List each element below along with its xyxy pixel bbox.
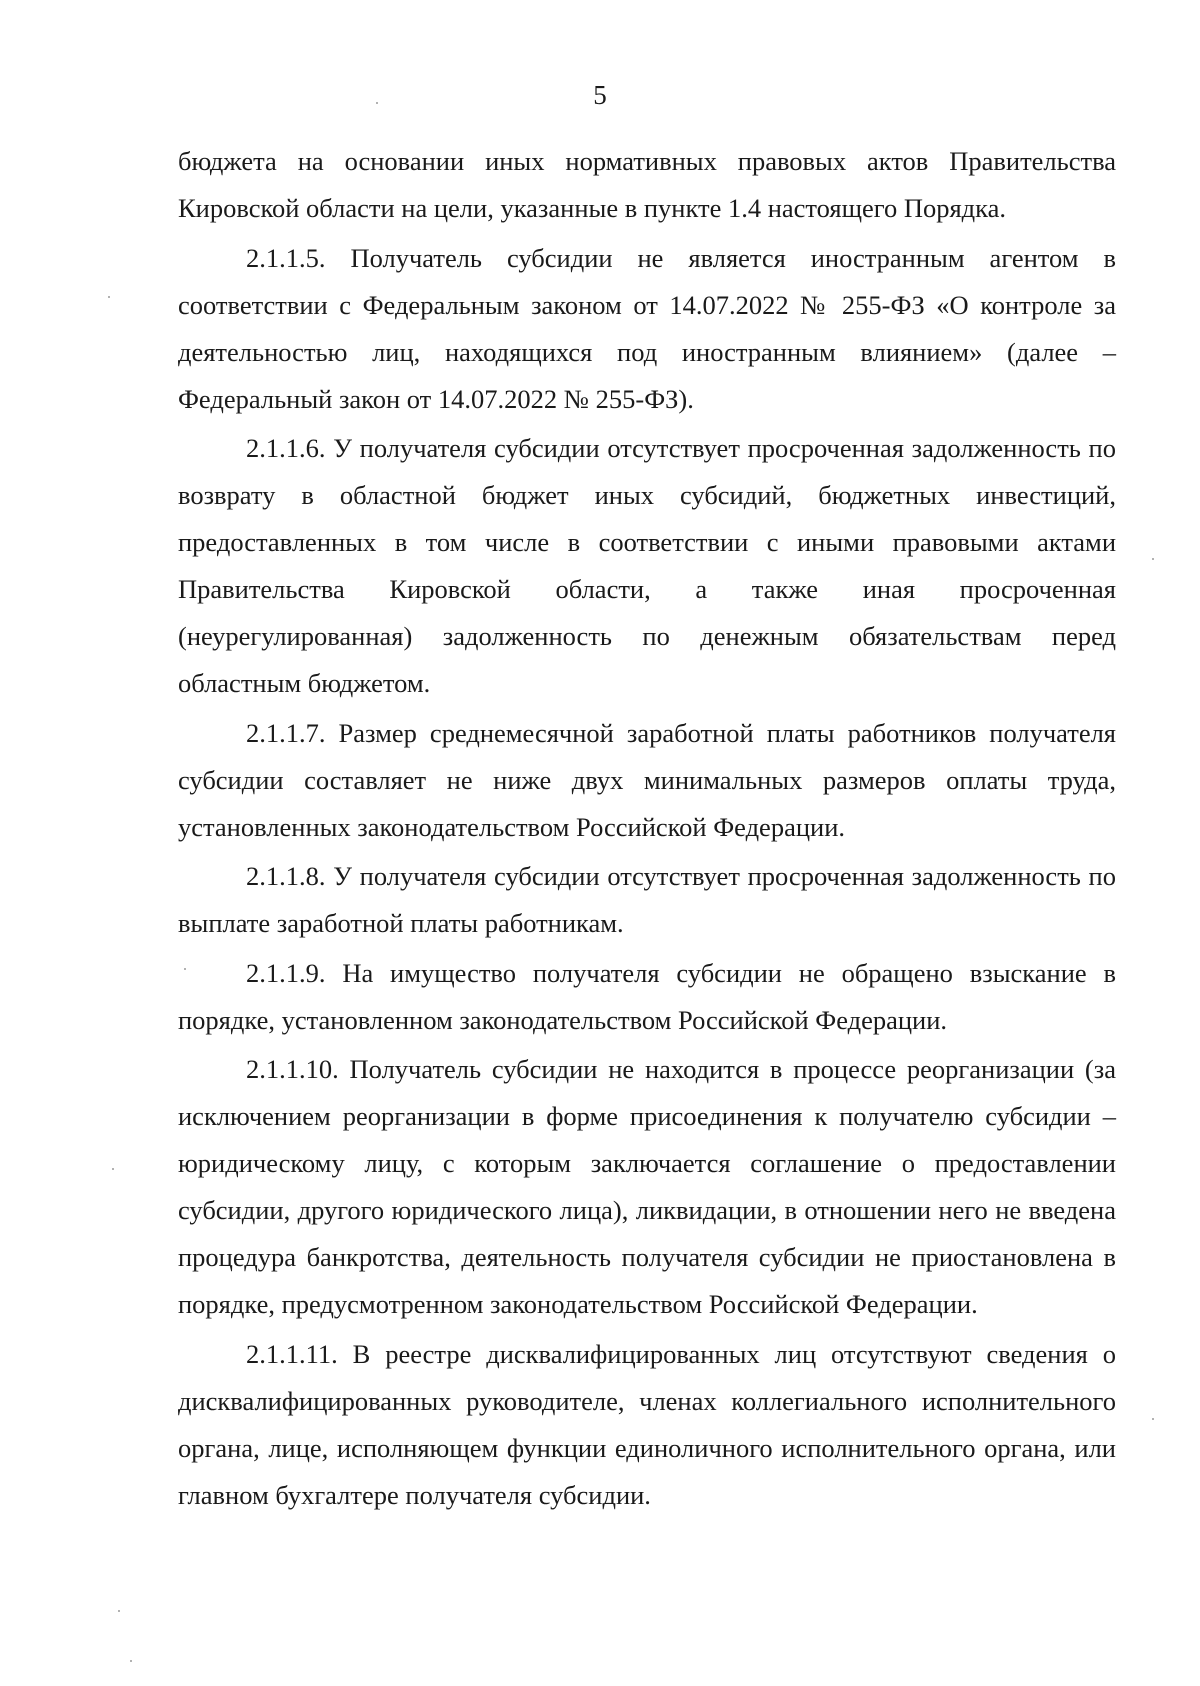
document-body <box>178 138 1116 1521</box>
scan-speck <box>184 968 186 970</box>
paragraph-2-1-1-8: 2.1.1.8. У получателя субсидии отсутствует просроченная задолженность по выплате заработной платы работникам. <box>178 861 1116 938</box>
paragraph-2-1-1-5: 2.1.1.5. Получатель субсидии не является иностранным агентом в соответствии с Федеральным законом от 14.07.2022 № 255-ФЗ «О контроле за деятельностью лиц, находящихся под иностранным влиянием» (далее – Федеральный закон от 14.07.2022 № 255-ФЗ). <box>178 242 1116 414</box>
scan-speck <box>130 1660 132 1662</box>
paragraph-2-1-1-9: 2.1.1.9. На имущество получателя субсидии не обращено взыскание в порядке, установленном законодательством Российской Федерации. <box>178 957 1116 1035</box>
scan-speck <box>112 1168 114 1170</box>
paragraph-2-1-1-6: 2.1.1.6. У получателя субсидии отсутствует просроченная задолженность по возврату в областной бюджет иных субсидий, бюджетных инвестиций, предоставленных в том числе в соответствии с иными правовыми актами Правительства Кировской области, а также иная просроченная (неурегулированная) задолженность по денежным обязательствам перед областным бюджетом. <box>178 433 1116 698</box>
scan-speck <box>376 102 378 104</box>
scan-speck <box>108 296 110 298</box>
scan-speck <box>1152 558 1154 560</box>
page-number: 5 <box>593 80 607 110</box>
scan-speck <box>118 1610 120 1612</box>
scan-speck <box>1152 1418 1154 1420</box>
paragraph-continuation: бюджета на основании иных нормативных правовых актов Правительства Кировской области на цели, указанные в пункте 1.4 настоящего Порядка. <box>178 146 1116 223</box>
paragraph-2-1-1-7: 2.1.1.7. Размер среднемесячной заработной платы работников получателя субсидии составляет не ниже двух минимальных размеров оплаты труда, установленных законодательством Российской Федерации. <box>178 717 1116 842</box>
paragraph-2-1-1-10: 2.1.1.10. Получатель субсидии не находится в процессе реорганизации (за исключением реорганизации в форме присоединения к получателю субсидии – юридическому лицу, с которым заключается соглашение о предоставлении субсидии, другого юридического лица), ликвидации, в отношении него не введена процедура банкротства, деятельность получателя субсидии не приостановлена в порядке, предусмотренном законодательством Российской Федерации. <box>178 1054 1116 1319</box>
paragraph-2-1-1-11: 2.1.1.11. В реестре дисквалифицированных лиц отсутствуют сведения о дисквалифицированных руководителе, членах коллегиального исполнительного органа, лице, исполняющем функции единоличного исполнительного органа, или главном бухгалтере получателя субсидии. <box>178 1338 1116 1510</box>
